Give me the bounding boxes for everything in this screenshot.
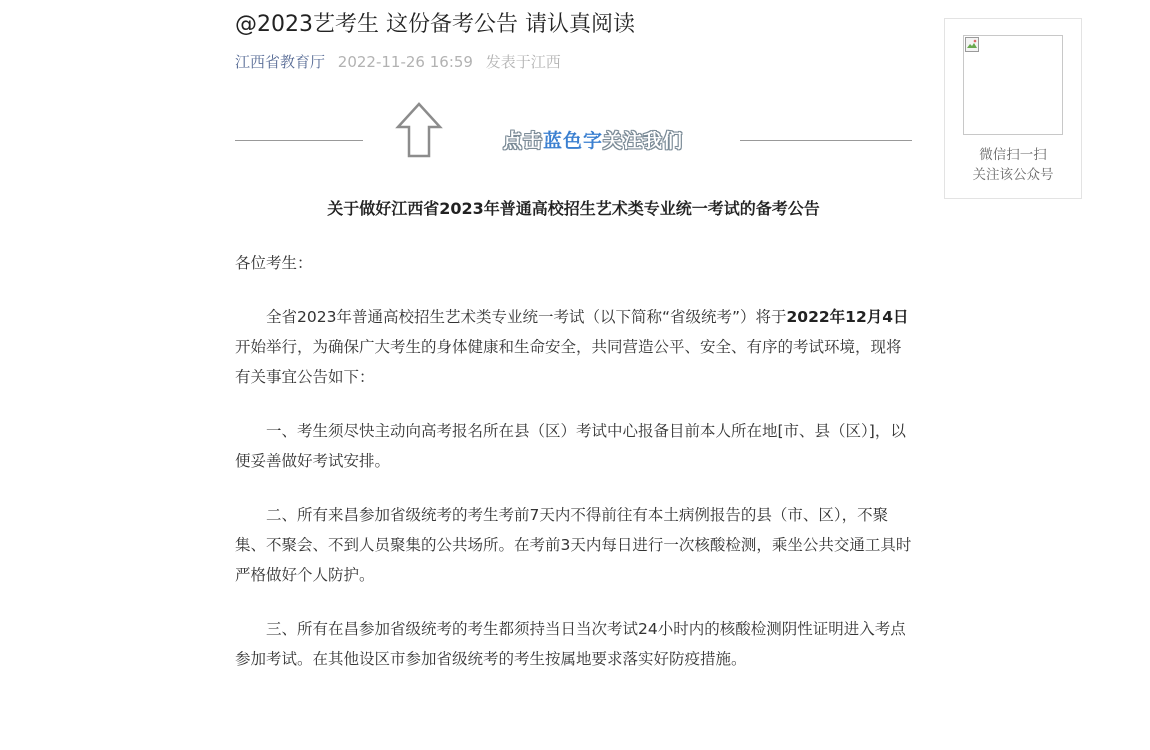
banner-divider-left	[235, 140, 363, 141]
qr-caption	[945, 145, 1081, 185]
publish-time: 2022-11-26 16:59	[337, 53, 473, 71]
follow-banner-text	[503, 126, 683, 153]
intro-text-a: 全省2023年普通高校招生艺术类专业统一考试（以下简称“省级统考”）将于	[266, 308, 787, 326]
notice-item-3: 三、所有在昌参加省级统考的考生都须持当日当次考试24小时内的核酸检测阴性证明进入考点参加考试。在其他设区市参加省级统考的考生按属地要求落实好防疫措施。	[235, 620, 906, 668]
banner-text-part2: 关注我们	[603, 130, 684, 152]
notice-item-1: 一、考生须尽快主动向高考报名所在县（区）考试中心报备目前本人所在地[市、县（区）]，以便妥善做好考试安排。	[235, 422, 906, 470]
notice-title: 关于做好江西省2023年普通高校招生艺术类专业统一考试的备考公告	[327, 199, 820, 218]
banner-text-part1: 点击	[503, 130, 544, 152]
qr-caption-line2: 关注该公众号	[972, 167, 1054, 183]
banner-divider-right	[740, 140, 912, 141]
qr-code-card	[944, 18, 1082, 199]
notice-item-2: 二、所有来昌参加省级统考的考生考前7天内不得前往有本土病例报告的县（市、区），不聚集、不聚会、不到人员聚集的公共场所。在考前3天内每日进行一次核酸检测，乘坐公共交通工具时严格做好个人防护。	[235, 506, 912, 584]
notice-paragraph-intro	[235, 302, 912, 392]
publish-location: 发表于江西	[485, 53, 561, 71]
qr-caption-line1: 微信扫一扫	[979, 147, 1047, 163]
intro-text-b: 开始举行，为确保广大考生的身体健康和生命安全，共同营造公平、安全、有序的考试环境，现将有关事宜公告如下：	[235, 338, 902, 386]
broken-image-icon	[965, 37, 979, 52]
article-container	[235, 0, 912, 674]
article-meta	[235, 52, 912, 72]
banner-text-blue: 蓝色字	[543, 130, 604, 152]
exam-date: 2022年12月4日	[786, 308, 909, 326]
article-title: @2023艺考生 这份备考公告 请认真阅读	[235, 12, 635, 37]
account-name-link[interactable]: 江西省教育厅	[235, 53, 326, 71]
follow-banner	[235, 102, 912, 172]
qr-code-image	[963, 35, 1063, 135]
notice-greeting: 各位考生：	[235, 254, 313, 272]
up-arrow-icon	[395, 102, 443, 158]
